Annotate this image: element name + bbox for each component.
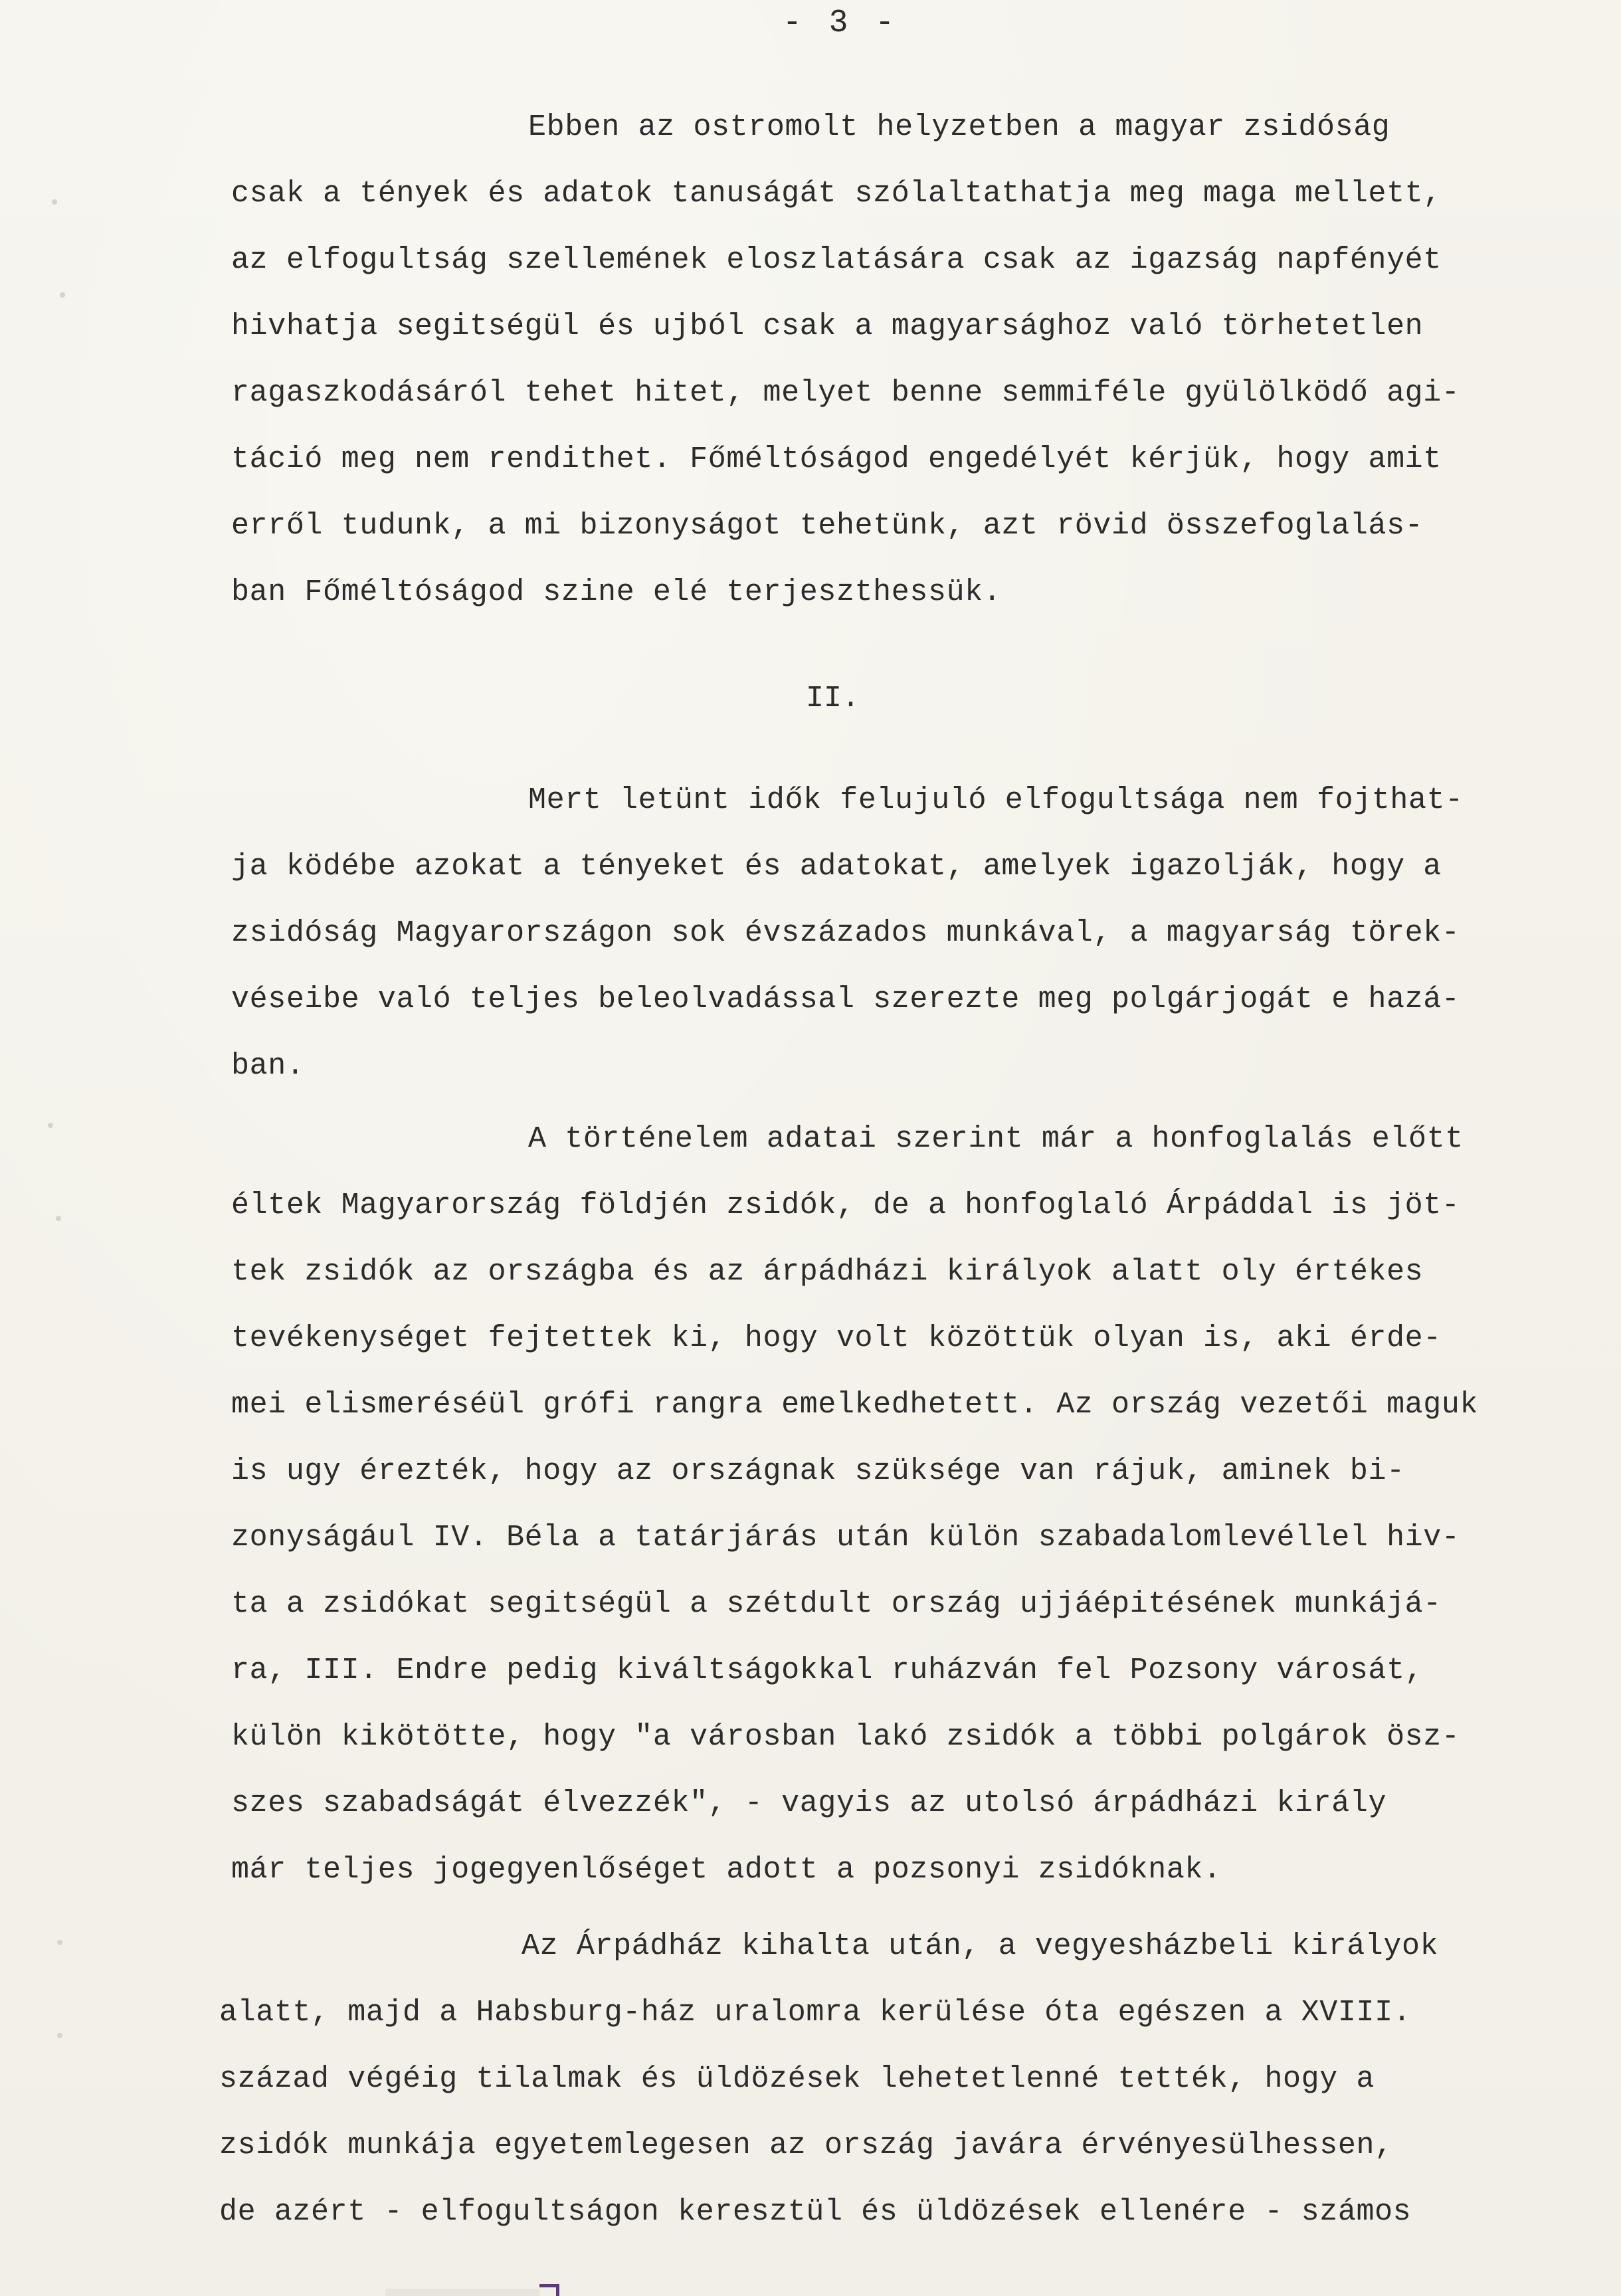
text-line: Mert letünt idők felujuló elfogultsága nem fojthat-: [528, 783, 1464, 817]
margin-mark: [52, 199, 57, 205]
text-line: ban Főméltóságod szine elé terjeszthessük.: [231, 575, 1002, 609]
margin-mark: [56, 1216, 61, 1221]
text-line: de azért - elfogultságon keresztül és üldözések ellenére - számos: [219, 2195, 1412, 2229]
text-line: az elfogultság szellemének eloszlatására csak az igazság napfényét: [231, 243, 1442, 277]
text-line: külön kikötötte, hogy "a városban lakó zsidók a többi polgárok ösz-: [231, 1720, 1460, 1754]
text-line: éltek Magyarország földjén zsidók, de a honfoglaló Árpáddal is jöt-: [231, 1189, 1460, 1222]
text-line: Ebben az ostromolt helyzetben a magyar zsidóság: [528, 110, 1390, 144]
section-heading: II.: [806, 682, 860, 716]
text-line: csak a tények és adatok tanuságát szólaltathatja meg maga mellett,: [231, 177, 1442, 211]
text-line: század végéig tilalmak és üldözések lehetetlenné tették, hogy a: [219, 2062, 1375, 2096]
text-line: ta a zsidókat segitségül a szétdult ország ujjáépitésének munkájá-: [231, 1587, 1442, 1621]
text-line: tek zsidók az országba és az árpádházi királyok alatt oly értékes: [231, 1255, 1424, 1289]
margin-mark: [60, 292, 65, 298]
text-line: zonyságául IV. Béla a tatárjárás után külön szabadalomlevéllel hiv-: [231, 1521, 1460, 1555]
text-line: ra, III. Endre pedig kiváltságokkal ruházván fel Pozsony városát,: [231, 1654, 1424, 1687]
text-line: táció meg nem rendithet. Főméltóságod engedélyét kérjük, hogy amit: [231, 442, 1442, 476]
text-line: ban.: [231, 1049, 305, 1083]
text-line: hivhatja segitségül és ujból csak a magyarsághoz való törhetetlen: [231, 310, 1424, 343]
margin-mark: [48, 1123, 53, 1128]
text-line: is ugy érezték, hogy az országnak szüksége van rájuk, aminek bi-: [231, 1454, 1405, 1488]
stamp-fragment: [385, 2289, 539, 2296]
text-line: alatt, majd a Habsburg-ház uralomra kerülése óta egészen a XVIII.: [219, 1996, 1412, 2030]
text-line: Az Árpádház kihalta után, a vegyesházbeli királyok: [522, 1929, 1439, 1963]
text-line: ja ködébe azokat a tényeket és adatokat, amelyek igazolják, hogy a: [231, 850, 1442, 884]
text-line: mei elismeréséül grófi rangra emelkedhetett. Az ország vezetői maguk: [231, 1388, 1479, 1422]
stamp-border: [539, 2284, 559, 2296]
text-line: véseibe való teljes beleolvadással szerezte meg polgárjogát e hazá-: [231, 983, 1460, 1016]
text-line: zsidók munkája egyetemlegesen az ország javára érvényesülhessen,: [219, 2129, 1393, 2162]
margin-mark: [57, 1940, 62, 1945]
text-line: A történelem adatai szerint már a honfoglalás előtt: [528, 1122, 1464, 1156]
margin-mark: [57, 2033, 62, 2038]
text-line: ragaszkodásáról tehet hitet, melyet benne semmiféle gyülölködő agi-: [231, 376, 1460, 410]
text-line: zsidóság Magyarországon sok évszázados munkával, a magyarság törek-: [231, 916, 1460, 950]
text-line: szes szabadságát élvezzék", - vagyis az utolsó árpádházi király: [231, 1786, 1387, 1820]
text-line: már teljes jogegyenlőséget adott a pozsonyi zsidóknak.: [231, 1853, 1222, 1887]
page-number: - 3 -: [783, 5, 899, 41]
text-line: erről tudunk, a mi bizonyságot tehetünk, azt rövid összefoglalás-: [231, 509, 1424, 543]
text-line: tevékenységet fejtettek ki, hogy volt közöttük olyan is, aki érde-: [231, 1321, 1442, 1355]
